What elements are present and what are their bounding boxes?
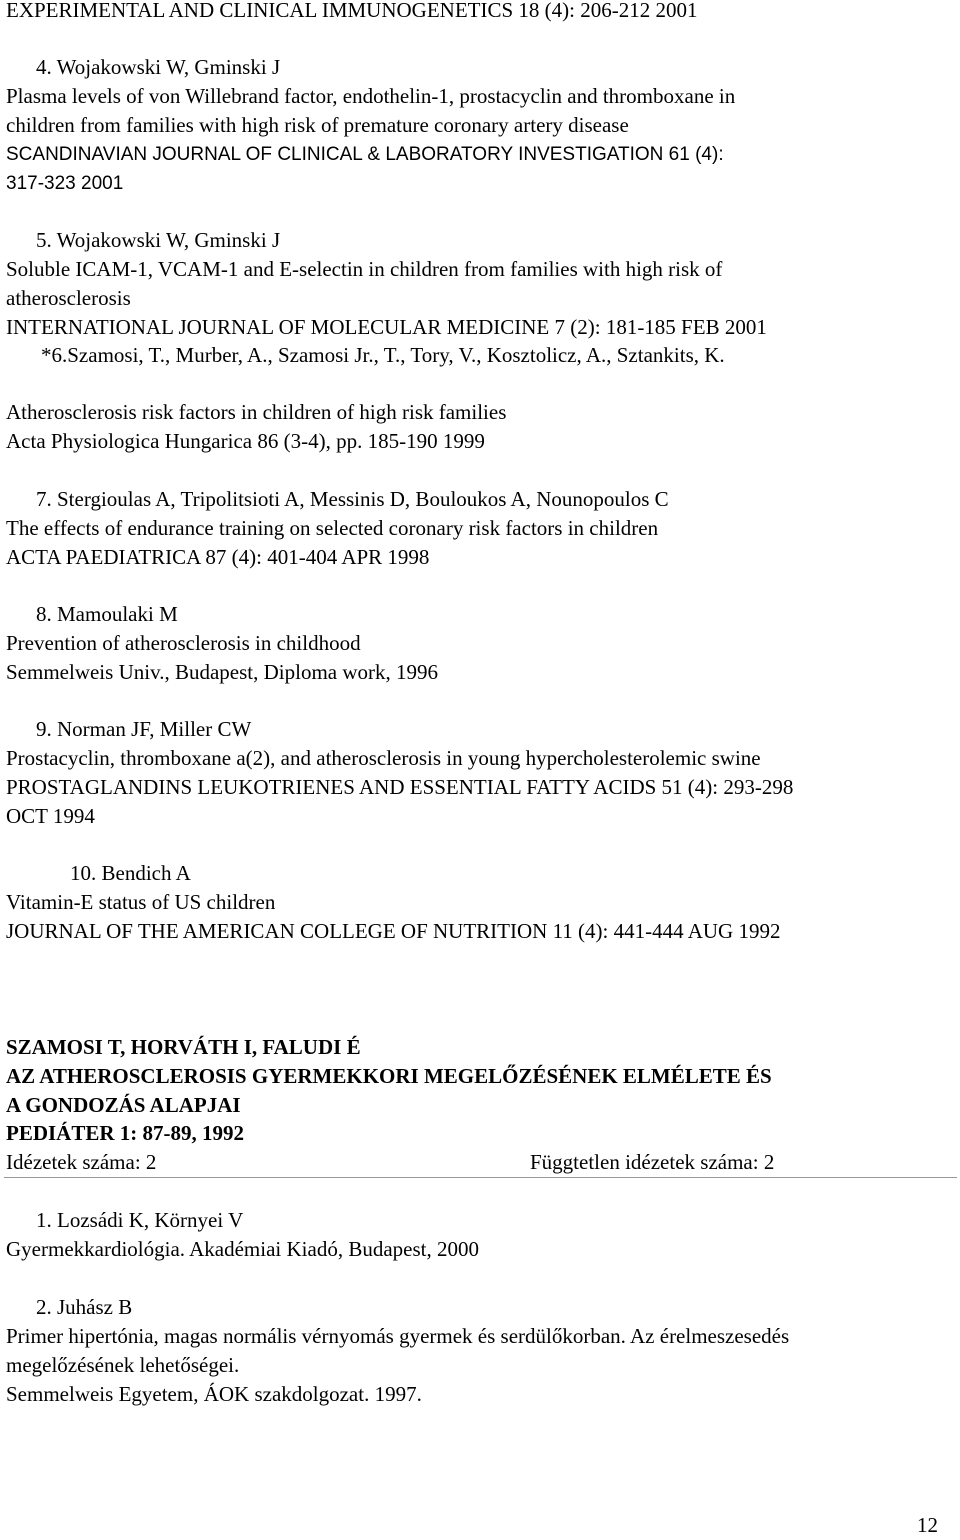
ref-journal: 317-323 2001 (6, 173, 124, 194)
ref-title: Vitamin-E status of US children (6, 890, 276, 914)
independent-citation-count: Függtetlen idézetek száma: 2 (530, 1150, 775, 1174)
ref-title: atherosclerosis (6, 286, 131, 310)
ref-journal: PROSTAGLANDINS LEUKOTRIENES AND ESSENTIAL FATTY ACIDS 51 (4): 293-298 (6, 775, 794, 799)
ref-journal: SCANDINAVIAN JOURNAL OF CLINICAL & LABORATORY INVESTIGATION 61 (4): (6, 144, 724, 165)
divider (4, 1177, 957, 1178)
ref-title: Atherosclerosis risk factors in children of high risk families (6, 400, 507, 424)
ref-head: 9. Norman JF, Miller CW (36, 717, 252, 741)
ref-head: 5. Wojakowski W, Gminski J (36, 228, 281, 252)
ref-journal: OCT 1994 (6, 804, 95, 828)
ref-head: 4. Wojakowski W, Gminski J (36, 55, 281, 79)
page-number: 12 (917, 1513, 938, 1537)
ref-journal: INTERNATIONAL JOURNAL OF MOLECULAR MEDICINE 7 (2): 181-185 FEB 2001 (6, 315, 767, 339)
paper-title: AZ ATHEROSCLEROSIS GYERMEKKORI MEGELŐZÉSÉNEK ELMÉLETE ÉS (6, 1064, 772, 1088)
ref-title: megelőzésének lehetőségei. (6, 1353, 240, 1377)
ref-journal: Semmelweis Egyetem, ÁOK szakdolgozat. 1997. (6, 1382, 422, 1406)
ref-journal: Semmelweis Univ., Budapest, Diploma work, 1996 (6, 660, 439, 684)
running-header: EXPERIMENTAL AND CLINICAL IMMUNOGENETICS 18 (4): 206-212 2001 (6, 0, 698, 22)
ref-title: Prostacyclin, thromboxane a(2), and atherosclerosis in young hypercholesterolemic swine (6, 746, 761, 770)
ref-title: Gyermekkardiológia. Akadémiai Kiadó, Budapest, 2000 (6, 1237, 479, 1261)
ref-title: Plasma levels of von Willebrand factor, endothelin-1, prostacyclin and thromboxane in (6, 84, 736, 108)
ref-title: The effects of endurance training on selected coronary risk factors in children (6, 516, 659, 540)
ref-title: Soluble ICAM-1, VCAM-1 and E-selectin in children from families with high risk of (6, 257, 723, 281)
ref-title: children from families with high risk of premature coronary artery disease (6, 113, 629, 137)
ref-head: 8. Mamoulaki M (36, 602, 178, 626)
ref-journal: ACTA PAEDIATRICA 87 (4): 401-404 APR 1998 (6, 545, 430, 569)
paper-source: PEDIÁTER 1: 87-89, 1992 (6, 1121, 245, 1145)
ref-head: 1. Lozsádi K, Környei V (36, 1208, 244, 1232)
ref-head: 10. Bendich A (70, 861, 191, 885)
citation-count: Idézetek száma: 2 (6, 1150, 157, 1174)
ref-journal: JOURNAL OF THE AMERICAN COLLEGE OF NUTRITION 11 (4): 441-444 AUG 1992 (6, 919, 781, 943)
ref-title: Prevention of atherosclerosis in childhood (6, 631, 361, 655)
paper-authors: SZAMOSI T, HORVÁTH I, FALUDI É (6, 1035, 361, 1059)
ref-head: *6.Szamosi, T., Murber, A., Szamosi Jr., T., Tory, V., Kosztolicz, A., Sztankits, K. (41, 343, 725, 367)
ref-journal: Acta Physiologica Hungarica 86 (3-4), pp. 185-190 1999 (6, 429, 485, 453)
ref-title: Primer hipertónia, magas normális vérnyomás gyermek és serdülőkorban. Az érelmeszesedés (6, 1324, 790, 1348)
ref-head: 7. Stergioulas A, Tripolitsioti A, Messinis D, Bouloukos A, Nounopoulos C (36, 487, 669, 511)
ref-head: 2. Juhász B (36, 1295, 133, 1319)
paper-title: A GONDOZÁS ALAPJAI (6, 1093, 241, 1117)
